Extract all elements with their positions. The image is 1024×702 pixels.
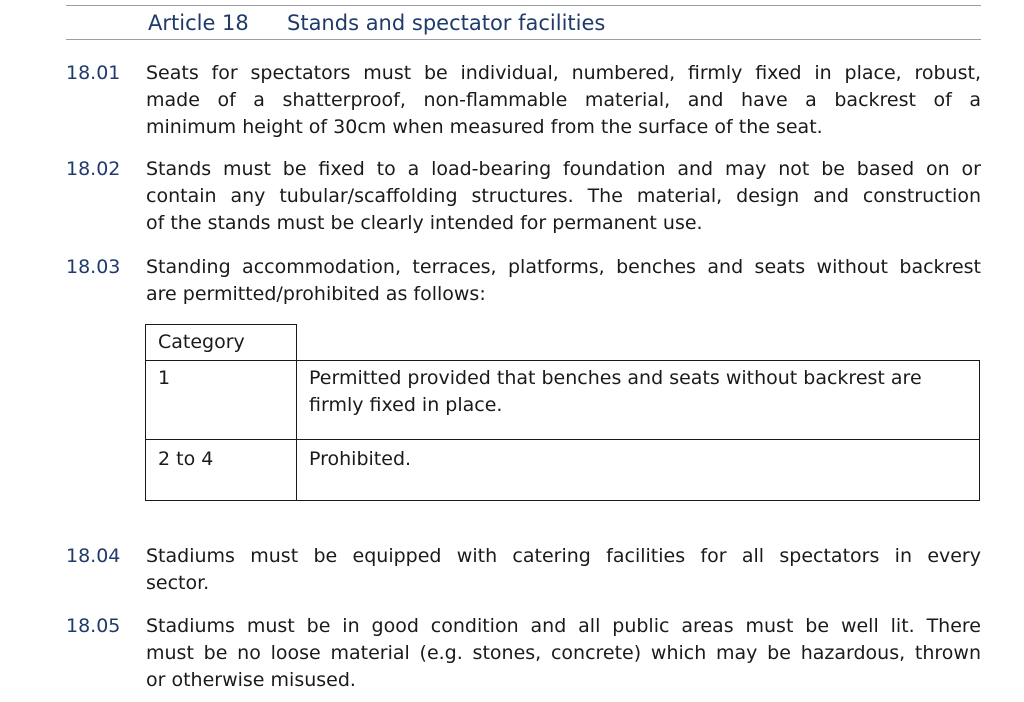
section-number: 18.04 — [66, 545, 121, 567]
section-number: 18.01 — [66, 62, 121, 84]
article-heading — [148, 8, 605, 38]
cell-line: Prohibited. — [309, 448, 412, 470]
rule-cell — [297, 361, 980, 440]
section-text — [146, 156, 981, 237]
section-text — [146, 613, 981, 694]
section-text — [146, 543, 981, 597]
text-line: contain any tubular/scaffolding structures. The material, design and construction — [146, 185, 981, 207]
category-cell: 1 — [146, 361, 297, 440]
section-text — [146, 254, 981, 308]
table-header-row — [146, 325, 980, 361]
text-line: Stadiums must be equipped with catering facilities for all spectators in every — [146, 545, 981, 567]
text-line: Stands must be fixed to a load-bearing foundation and may not be based on or — [146, 158, 981, 180]
header-bottom-rule — [66, 39, 981, 40]
text-line: or otherwise misused. — [146, 669, 356, 691]
section-number: 18.02 — [66, 158, 121, 180]
article-number: Article 18 — [148, 11, 249, 35]
header-top-rule — [66, 5, 981, 6]
text-line: are permitted/prohibited as follows: — [146, 283, 486, 305]
text-line: Stadiums must be in good condition and all public areas must be well lit. There — [146, 615, 981, 637]
category-cell: 2 to 4 — [146, 440, 297, 501]
text-line: must be no loose material (e.g. stones, concrete) which may be hazardous, thrown — [146, 642, 981, 664]
section-number: 18.05 — [66, 615, 121, 637]
text-line: sector. — [146, 572, 210, 594]
category-table — [145, 324, 980, 501]
text-line: made of a shatterproof, non-flammable material, and have a backrest of a — [146, 89, 981, 111]
article-title: Stands and spectator facilities — [287, 11, 606, 35]
cell-line: firmly fixed in place. — [309, 394, 503, 416]
rule-cell — [297, 440, 980, 501]
table-row — [146, 361, 980, 440]
text-line: Standing accommodation, terraces, platforms, benches and seats without backrest — [146, 256, 981, 278]
section-number: 18.03 — [66, 256, 121, 278]
section-text — [146, 60, 981, 141]
text-line: minimum height of 30cm when measured from the surface of the seat. — [146, 116, 823, 138]
empty-header-cell — [297, 325, 980, 361]
text-line: of the stands must be clearly intended for permanent use. — [146, 212, 703, 234]
text-line: Seats for spectators must be individual, numbered, firmly fixed in place, robust, — [146, 62, 981, 84]
table-row — [146, 440, 980, 501]
category-header: Category — [146, 325, 297, 361]
cell-line: Permitted provided that benches and seats without backrest are — [309, 367, 922, 389]
